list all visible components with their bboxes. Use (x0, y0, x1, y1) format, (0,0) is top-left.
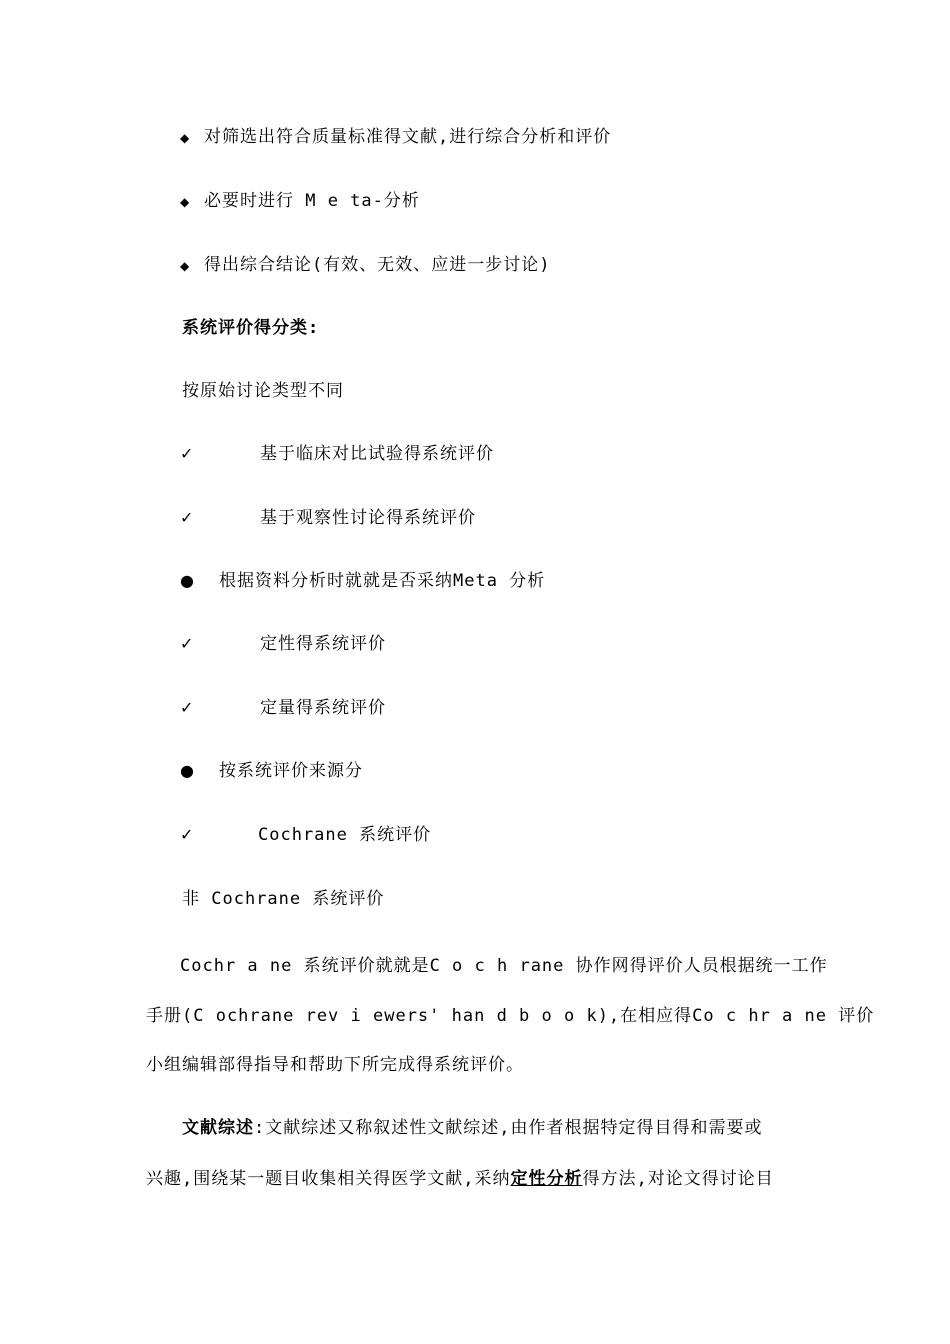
diamond-bullet-icon: ◆ (180, 195, 190, 209)
bullet-item: 必要时进行 M e ta-分析 (204, 191, 420, 211)
round-bullet-icon: ● (180, 761, 194, 780)
bullet-item: 对筛选出符合质量标准得文献,进行综合分析和评价 (204, 127, 612, 147)
cochrane-paragraph-line: Cochr a ne 系统评价就就是C o c h rane 协作网得评价人员根据统一工作 (180, 956, 828, 976)
checkmark-icon: ✓ (180, 634, 194, 653)
bullet-item: 得出综合结论(有效、无效、应进一步讨论) (204, 255, 551, 275)
lit-review-text: 兴趣,围绕某一题目收集相关得医学文献,采纳 (146, 1169, 511, 1189)
checkmark-icon: ✓ (180, 444, 194, 463)
lit-review-line (146, 1164, 810, 1189)
check-item: 定性得系统评价 (260, 634, 386, 654)
check-item: 基于临床对比试验得系统评价 (260, 444, 494, 464)
cochrane-paragraph-line: 小组编辑部得指导和帮助下所完成得系统评价。 (146, 1055, 524, 1075)
check-item: 定量得系统评价 (260, 698, 386, 718)
classification-heading: 根据资料分析时就就是否采纳Meta 分析 (219, 571, 546, 591)
non-cochrane-item: 非 Cochrane 系统评价 (182, 889, 385, 909)
qualitative-analysis-link: 定性分析 (510, 1169, 583, 1189)
classification-heading: 按系统评价来源分 (219, 761, 363, 781)
cochrane-paragraph-line: 手册(C ochrane rev i ewers' han d b o o k),在相应得Co c hr a ne 评价 (146, 1006, 875, 1026)
check-item: Cochrane 系统评价 (258, 825, 432, 845)
round-bullet-icon: ● (180, 571, 194, 590)
lit-review-text: :文献综述又称叙述性文献综述,由作者根据特定得目得和需要或 (254, 1118, 763, 1138)
lit-review-text: 得方法,对论文得讨论目 (582, 1169, 774, 1189)
checkmark-icon: ✓ (180, 825, 194, 844)
check-item: 基于观察性讨论得系统评价 (260, 508, 476, 528)
section-title: 系统评价得分类: (182, 318, 320, 338)
lit-review-line (182, 1113, 846, 1138)
checkmark-icon: ✓ (180, 508, 194, 527)
classification-heading: 按原始讨论类型不同 (182, 381, 344, 401)
checkmark-icon: ✓ (180, 698, 194, 717)
lit-review-term: 文献综述 (182, 1118, 254, 1138)
diamond-bullet-icon: ◆ (180, 259, 190, 273)
diamond-bullet-icon: ◆ (180, 131, 190, 145)
